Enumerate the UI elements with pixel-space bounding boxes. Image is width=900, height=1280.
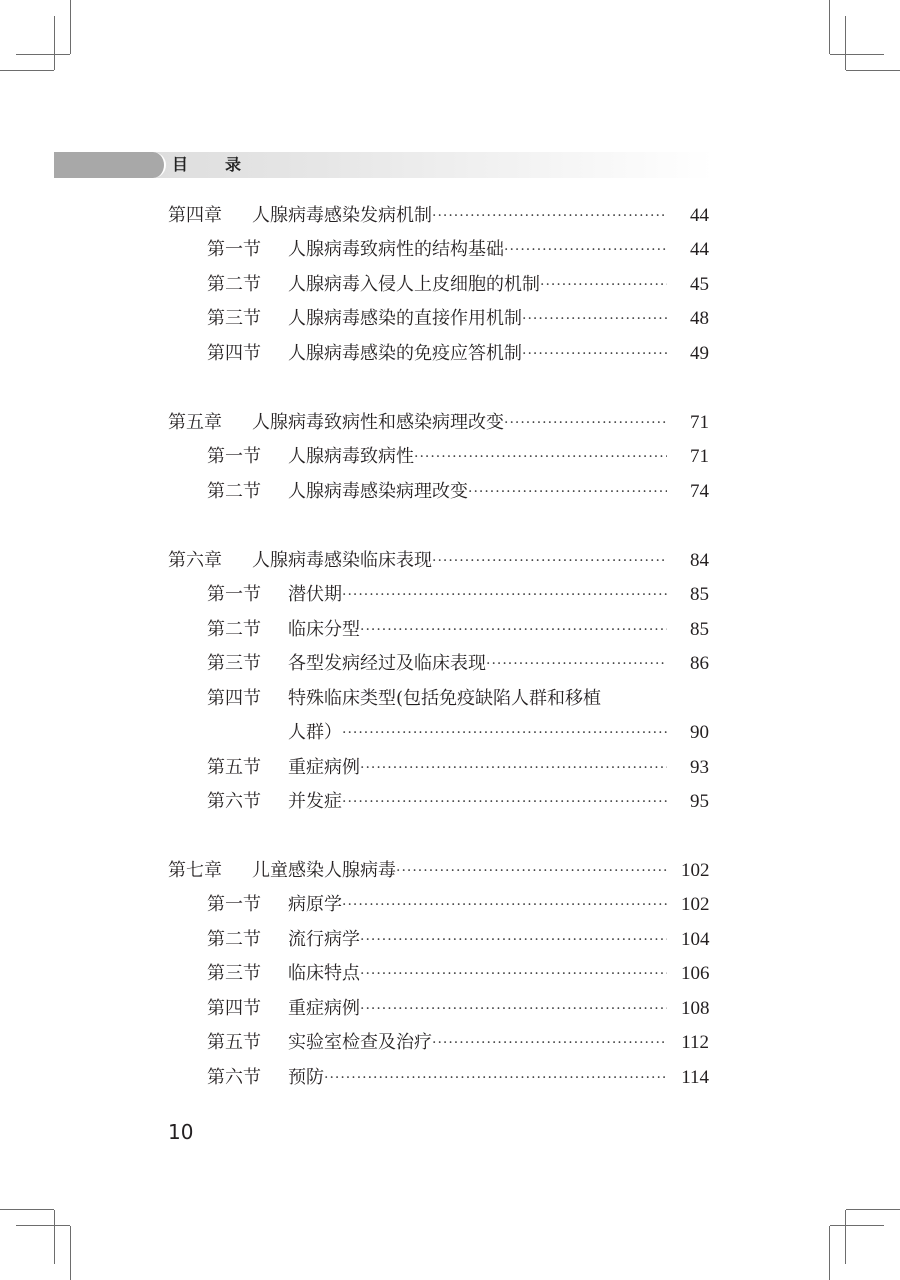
- section-label: 第二节: [207, 618, 261, 640]
- toc-section-entry[interactable]: [207, 617, 709, 643]
- section-label: 第三节: [207, 653, 261, 675]
- chapter-label: 第六章: [168, 550, 222, 571]
- section-label: 第四节: [207, 687, 261, 709]
- toc-section-entry[interactable]: [207, 1030, 709, 1056]
- dot-leader: [360, 755, 667, 781]
- entry-title: 特殊临床类型(包括免疫缺陷人群和移植: [288, 687, 602, 709]
- entry-page-number: 106: [681, 963, 710, 985]
- section-label: 第六节: [207, 791, 261, 813]
- crop-mark: [0, 1209, 54, 1210]
- dot-leader: [342, 720, 667, 746]
- entry-page-number: 102: [681, 860, 710, 881]
- section-label: 第二节: [207, 928, 261, 950]
- dot-leader: [324, 1065, 667, 1091]
- entry-title: 人腺病毒入侵人上皮细胞的机制: [288, 273, 540, 295]
- toc-chapter-entry[interactable]: [168, 548, 709, 574]
- entry-page-number: 85: [690, 618, 709, 640]
- crop-mark: [70, 0, 71, 54]
- section-label: 第四节: [207, 342, 261, 364]
- dot-leader: [504, 410, 667, 436]
- dot-leader: [486, 651, 667, 677]
- section-label: 第二节: [207, 480, 261, 502]
- toc-section-entry[interactable]: [207, 582, 709, 608]
- running-header-title: 录: [225, 155, 242, 174]
- toc-section-entry[interactable]: [207, 789, 709, 815]
- section-label: 第三节: [207, 963, 261, 985]
- entry-page-number: 71: [690, 412, 709, 433]
- section-label: 第五节: [207, 756, 261, 778]
- running-header-tab: [54, 152, 166, 178]
- toc-section-entry[interactable]: [207, 686, 601, 712]
- toc-section-entry[interactable]: [207, 996, 709, 1022]
- toc-section-entry[interactable]: [207, 306, 709, 332]
- toc-section-entry[interactable]: [207, 961, 709, 987]
- entry-page-number: 102: [681, 894, 710, 916]
- entry-title: 预防: [288, 1066, 324, 1088]
- chapter-label: 第七章: [168, 860, 222, 881]
- section-label: 第一节: [207, 446, 261, 468]
- crop-mark: [830, 54, 884, 55]
- dot-leader: [360, 961, 667, 987]
- dot-leader: [540, 272, 667, 298]
- entry-page-number: 114: [681, 1066, 709, 1088]
- entry-title: 人腺病毒致病性的结构基础: [288, 239, 504, 261]
- entry-title: 人腺病毒感染的免疫应答机制: [288, 342, 522, 364]
- entry-page-number: 44: [690, 239, 709, 261]
- section-label: 第二节: [207, 273, 261, 295]
- dot-leader: [432, 548, 667, 574]
- section-label: 第一节: [207, 894, 261, 916]
- crop-mark: [16, 54, 70, 55]
- entry-title: 儿童感染人腺病毒: [252, 860, 396, 881]
- entry-page-number: 95: [690, 791, 709, 813]
- crop-mark: [830, 1225, 884, 1226]
- dot-leader: [342, 892, 667, 918]
- dot-leader: [522, 341, 667, 367]
- dot-leader: [432, 1030, 667, 1056]
- section-label: 第三节: [207, 308, 261, 330]
- dot-leader: [414, 444, 667, 470]
- entry-title: 人腺病毒感染发病机制: [252, 205, 432, 226]
- crop-mark: [70, 1226, 71, 1280]
- running-header-title: 目: [172, 155, 189, 174]
- section-label: 第一节: [207, 239, 261, 261]
- entry-title: 人腺病毒感染临床表现: [252, 550, 432, 571]
- toc-section-entry[interactable]: [207, 479, 709, 505]
- entry-title: 重症病例: [288, 997, 360, 1019]
- toc-section-entry[interactable]: [207, 272, 709, 298]
- chapter-label: 第四章: [168, 205, 222, 226]
- entry-title: 病原学: [288, 894, 342, 916]
- entry-page-number: 71: [690, 446, 709, 468]
- entry-page-number: 74: [690, 480, 709, 502]
- toc-chapter-entry[interactable]: [168, 203, 709, 229]
- dot-leader: [342, 789, 667, 815]
- crop-mark: [829, 1226, 830, 1280]
- entry-page-number: 44: [690, 205, 709, 226]
- entry-title: 人腺病毒致病性: [288, 446, 414, 468]
- crop-mark: [54, 1210, 55, 1264]
- crop-mark: [16, 1225, 70, 1226]
- entry-page-number: 48: [690, 308, 709, 330]
- crop-mark: [845, 16, 846, 70]
- entry-page-number: 49: [690, 342, 709, 364]
- crop-mark: [0, 70, 54, 71]
- entry-page-number: 112: [681, 1032, 709, 1054]
- toc-section-entry[interactable]: [207, 927, 709, 953]
- entry-page-number: 93: [690, 756, 709, 778]
- section-label: 第六节: [207, 1066, 261, 1088]
- entry-title: 并发症: [288, 791, 342, 813]
- toc-section-entry[interactable]: [207, 444, 709, 470]
- entry-title: 人腺病毒致病性和感染病理改变: [252, 412, 504, 433]
- toc-section-entry[interactable]: [207, 892, 709, 918]
- entry-page-number: 86: [690, 653, 709, 675]
- entry-page-number: 104: [681, 928, 710, 950]
- entry-page-number: 45: [690, 273, 709, 295]
- dot-leader: [360, 617, 667, 643]
- crop-mark: [846, 1209, 900, 1210]
- toc-section-entry[interactable]: [207, 755, 709, 781]
- page-number: 10: [168, 1120, 194, 1144]
- entry-title: 临床分型: [288, 618, 360, 640]
- entry-title: 人腺病毒感染病理改变: [288, 480, 468, 502]
- dot-leader: [396, 858, 667, 884]
- crop-mark: [845, 1210, 846, 1264]
- dot-leader: [360, 996, 667, 1022]
- crop-mark: [846, 70, 900, 71]
- entry-page-number: 84: [690, 550, 709, 571]
- entry-title: 流行病学: [288, 928, 360, 950]
- entry-title: 潜伏期: [288, 584, 342, 606]
- entry-title: 各型发病经过及临床表现: [288, 653, 486, 675]
- toc-chapter-entry[interactable]: [168, 858, 709, 884]
- dot-leader: [468, 479, 667, 505]
- entry-page-number: 108: [681, 997, 710, 1019]
- dot-leader: [504, 237, 667, 263]
- entry-title: 人腺病毒感染的直接作用机制: [288, 308, 522, 330]
- crop-mark: [829, 0, 830, 54]
- entry-title: 人群）: [288, 722, 342, 744]
- section-label: 第五节: [207, 1032, 261, 1054]
- dot-leader: [342, 582, 667, 608]
- entry-page-number: 85: [690, 584, 709, 606]
- toc-section-entry[interactable]: [207, 237, 709, 263]
- toc-section-entry[interactable]: [207, 341, 709, 367]
- entry-title: 重症病例: [288, 756, 360, 778]
- section-label: 第四节: [207, 997, 261, 1019]
- toc-section-entry[interactable]: [288, 720, 709, 746]
- toc-chapter-entry[interactable]: [168, 410, 709, 436]
- entry-title: 临床特点: [288, 963, 360, 985]
- dot-leader: [432, 203, 667, 229]
- chapter-label: 第五章: [168, 412, 222, 433]
- section-label: 第一节: [207, 584, 261, 606]
- entry-title: 实验室检查及治疗: [288, 1032, 432, 1054]
- toc-section-entry[interactable]: [207, 1065, 709, 1091]
- entry-page-number: 90: [690, 722, 709, 744]
- toc-section-entry[interactable]: [207, 651, 709, 677]
- dot-leader: [522, 306, 667, 332]
- crop-mark: [54, 16, 55, 70]
- dot-leader: [360, 927, 667, 953]
